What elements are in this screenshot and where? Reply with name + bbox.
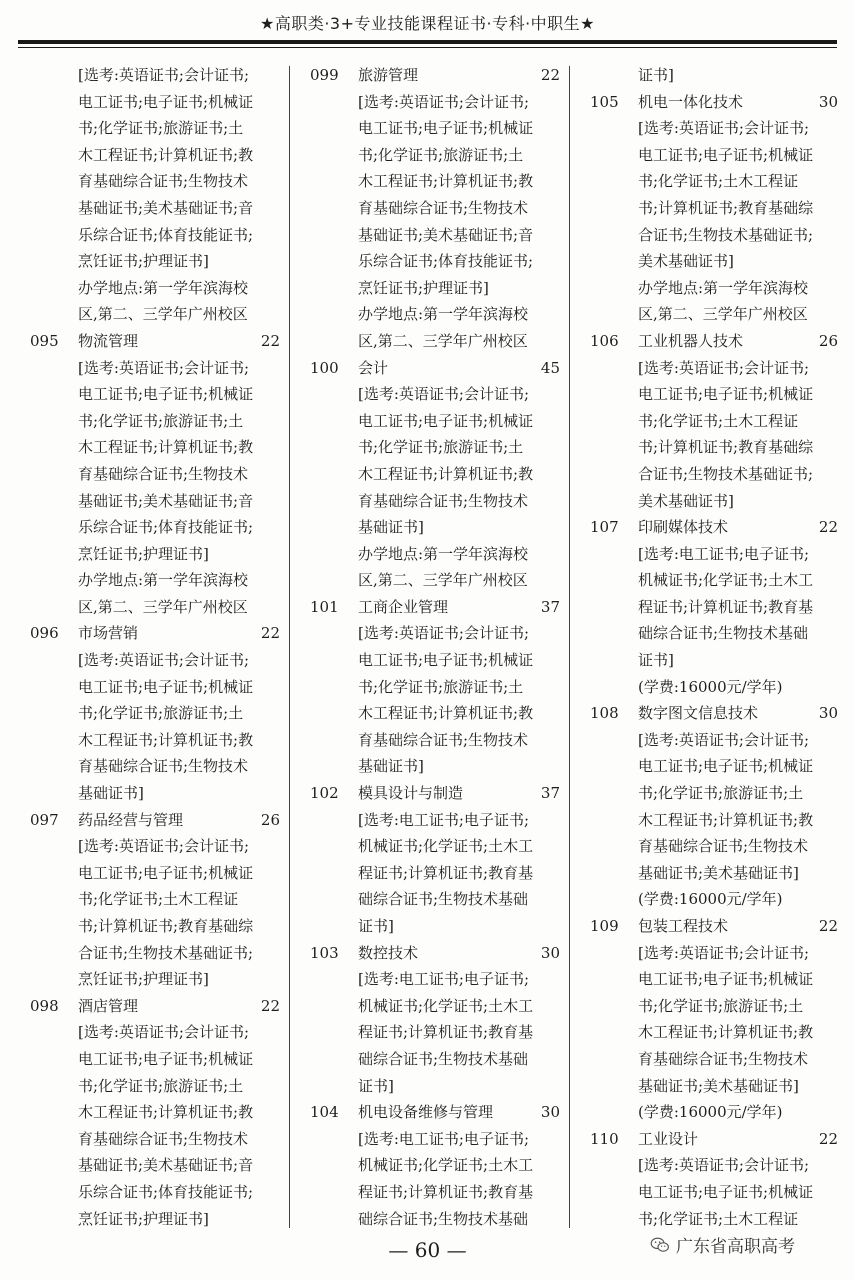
- entry-detail-line: 书;计算机证书;教育基础综: [638, 198, 814, 217]
- major-quota: 22: [818, 518, 838, 537]
- major-entry-header: [310, 780, 562, 807]
- entry-detail-line: 乐综合证书;体育技能证书;: [358, 252, 534, 271]
- entry-detail-line: [选考:电工证书;电子证书;: [358, 810, 530, 829]
- wechat-icon: [650, 1237, 670, 1253]
- major-quota: 30: [540, 943, 560, 962]
- major-entry-header: [590, 514, 840, 541]
- entry-detail-line: 基础证书]: [358, 518, 424, 537]
- entry-detail-line: [选考:英语证书;会计证书;: [638, 1156, 810, 1175]
- header-rule-thick: [18, 40, 837, 44]
- entry-detail-line: 电工证书;电子证书;机械证: [638, 385, 814, 404]
- major-name: 工业设计: [638, 1129, 699, 1148]
- major-entry-header: [30, 807, 282, 834]
- entry-detail-line: (学费:16000元/学年): [638, 677, 783, 696]
- entry-detail-line: 基础证书]: [78, 784, 144, 803]
- major-quota: 22: [260, 624, 280, 643]
- entry-detail-line: 基础证书;美术基础证书]: [638, 863, 799, 882]
- major-code: 102: [310, 784, 339, 803]
- entry-detail-line: 证书]: [358, 917, 394, 935]
- entry-detail-line: 基础证书;美术基础证书;音: [78, 198, 254, 217]
- major-code: 097: [30, 810, 59, 829]
- entry-detail-line: 区,第二、三学年广州校区: [78, 597, 248, 616]
- entry-detail-line: 办学地点:第一学年滨海校: [358, 544, 529, 563]
- entry-detail-line: 电工证书;电子证书;机械证: [358, 411, 534, 430]
- entry-detail-line: [选考:英语证书;会计证书;: [358, 385, 530, 404]
- major-code: 100: [310, 358, 339, 377]
- major-code: 109: [590, 917, 619, 935]
- entry-detail-line: 木工程证书;计算机证书;教: [78, 438, 254, 457]
- entry-detail-line: [选考:电工证书;电子证书;: [638, 544, 810, 563]
- entry-detail-line: 础综合证书;生物技术基础: [638, 624, 809, 643]
- major-quota: 22: [818, 917, 838, 935]
- entry-detail-line: 美术基础证书]: [638, 252, 734, 271]
- major-entry-header: [30, 328, 282, 355]
- column-divider: [289, 66, 290, 1228]
- entry-detail-line: 电工证书;电子证书;机械证: [638, 145, 814, 164]
- entry-detail-line: 合证书;生物技术基础证书;: [638, 225, 814, 244]
- entry-detail-line: 书;化学证书;旅游证书;土: [638, 996, 804, 1015]
- entry-detail-line: 书;化学证书;土木工程证: [638, 411, 799, 430]
- entry-detail-line: 程证书;计算机证书;教育基: [358, 1182, 534, 1201]
- major-code: 096: [30, 624, 59, 643]
- entry-detail-line: 区,第二、三学年广州校区: [358, 571, 528, 590]
- major-name: 旅游管理: [358, 66, 419, 84]
- entry-detail-line: (学费:16000元/学年): [638, 1103, 783, 1122]
- entry-detail-line: 电工证书;电子证书;机械证: [78, 92, 254, 111]
- content-column-right: [590, 62, 840, 1232]
- major-name: 印刷媒体技术: [638, 518, 729, 537]
- entry-detail-line: 烹饪证书;护理证书]: [78, 252, 209, 271]
- entry-detail-line: 书;计算机证书;教育基础综: [638, 438, 814, 457]
- entry-detail-line: [选考:英语证书;会计证书;: [638, 119, 810, 138]
- entry-detail-line: 基础证书;美术基础证书]: [638, 1076, 799, 1095]
- entry-detail-line: 区,第二、三学年广州校区: [638, 305, 808, 324]
- entry-detail-line: 础综合证书;生物技术基础: [358, 1049, 529, 1068]
- major-quota: 37: [540, 597, 560, 616]
- major-quota: 26: [818, 331, 838, 350]
- entry-detail-line: 木工程证书;计算机证书;教: [358, 172, 534, 191]
- entry-detail-line: 证书]: [358, 1076, 394, 1095]
- major-quota: 22: [260, 996, 280, 1015]
- major-name: 工商企业管理: [358, 597, 449, 616]
- entry-detail-line: [选考:英语证书;会计证书;: [358, 624, 530, 643]
- entry-detail-line: [选考:英语证书;会计证书;: [78, 66, 250, 84]
- entry-detail-line: [选考:电工证书;电子证书;: [358, 970, 530, 989]
- entry-detail-line: 书;化学证书;旅游证书;土: [638, 784, 804, 803]
- entry-detail-line: 电工证书;电子证书;机械证: [78, 1049, 254, 1068]
- major-entry-header: [310, 62, 562, 89]
- entry-detail-line: [选考:英语证书;会计证书;: [78, 651, 250, 670]
- major-quota: 22: [818, 1129, 838, 1148]
- major-quota: 22: [540, 66, 560, 84]
- entry-detail-line: 程证书;计算机证书;教育基: [358, 1023, 534, 1042]
- column-divider: [569, 66, 570, 1228]
- major-entry-header: [30, 993, 282, 1020]
- major-name: 工业机器人技术: [638, 331, 744, 350]
- entry-detail-line: 育基础综合证书;生物技术: [358, 730, 529, 749]
- header-rule-thin: [18, 47, 837, 48]
- entry-detail-line: 烹饪证书;护理证书]: [78, 970, 209, 989]
- major-code: 104: [310, 1103, 339, 1122]
- entry-detail-line: 基础证书;美术基础证书;音: [78, 1156, 254, 1175]
- entry-detail-line: 书;化学证书;土木工程证: [638, 172, 799, 191]
- major-name: 酒店管理: [78, 996, 139, 1015]
- major-entry-header: [590, 1126, 840, 1153]
- major-entry-header: [590, 913, 840, 940]
- major-quota: 30: [818, 704, 838, 723]
- entry-detail-line: 美术基础证书]: [638, 491, 734, 510]
- major-code: 098: [30, 996, 59, 1015]
- entry-detail-line: 电工证书;电子证书;机械证: [638, 757, 814, 776]
- entry-detail-line: 电工证书;电子证书;机械证: [78, 863, 254, 882]
- entry-detail-line: 乐综合证书;体育技能证书;: [78, 518, 254, 537]
- entry-detail-line: 育基础综合证书;生物技术: [78, 464, 249, 483]
- major-code: 107: [590, 518, 619, 537]
- entry-detail-line: 书;化学证书;旅游证书;土: [78, 119, 244, 138]
- major-name: 数控技术: [358, 943, 419, 962]
- major-name: 数字图文信息技术: [638, 704, 759, 723]
- entry-detail-line: (学费:16000元/学年): [638, 890, 783, 909]
- entry-detail-line: [选考:英语证书;会计证书;: [638, 730, 810, 749]
- entry-detail-line: 机械证书;化学证书;土木工: [358, 1156, 534, 1175]
- major-code: 099: [310, 66, 339, 84]
- entry-detail-line: 合证书;生物技术基础证书;: [638, 464, 814, 483]
- entry-detail-line: 合证书;生物技术基础证书;: [78, 943, 254, 962]
- entry-detail-line: 木工程证书;计算机证书;教: [78, 145, 254, 164]
- entry-detail-line: 育基础综合证书;生物技术: [638, 1049, 809, 1068]
- major-entry-header: [310, 1099, 562, 1126]
- entry-detail-line: 电工证书;电子证书;机械证: [358, 119, 534, 138]
- entry-detail-line: 证书]: [638, 66, 674, 84]
- major-entry-header: [30, 620, 282, 647]
- entry-detail-line: [选考:英语证书;会计证书;: [638, 358, 810, 377]
- entry-detail-line: 乐综合证书;体育技能证书;: [78, 225, 254, 244]
- entry-detail-line: 电工证书;电子证书;机械证: [638, 970, 814, 989]
- entry-detail-line: 木工程证书;计算机证书;教: [358, 464, 534, 483]
- entry-detail-line: [选考:英语证书;会计证书;: [78, 358, 250, 377]
- major-code: 110: [590, 1129, 619, 1148]
- entry-detail-line: 木工程证书;计算机证书;教: [78, 1103, 254, 1122]
- major-quota: 26: [260, 810, 280, 829]
- major-entry-header: [590, 89, 840, 116]
- entry-detail-line: 机械证书;化学证书;土木工: [358, 996, 534, 1015]
- watermark-text: 广东省高职高考: [676, 1237, 795, 1257]
- entry-detail-line: 育基础综合证书;生物技术: [358, 491, 529, 510]
- major-name: 包装工程技术: [638, 917, 729, 935]
- entry-detail-line: 育基础综合证书;生物技术: [358, 198, 529, 217]
- entry-detail-line: 书;化学证书;旅游证书;土: [358, 677, 524, 696]
- entry-detail-line: 基础证书;美术基础证书;音: [78, 491, 254, 510]
- major-entry-header: [310, 355, 562, 382]
- entry-detail-line: 机械证书;化学证书;土木工: [638, 571, 814, 590]
- entry-detail-line: 烹饪证书;护理证书]: [78, 544, 209, 563]
- major-name: 机电设备维修与管理: [358, 1103, 494, 1122]
- entry-detail-line: 电工证书;电子证书;机械证: [638, 1182, 814, 1201]
- major-code: 105: [590, 92, 619, 111]
- entry-detail-line: 办学地点:第一学年滨海校: [638, 278, 809, 297]
- major-entry-header: [590, 328, 840, 355]
- major-entry-header: [590, 700, 840, 727]
- entry-detail-line: 书;化学证书;土木工程证: [638, 1209, 799, 1228]
- page-number: — 60 —: [388, 1238, 467, 1262]
- major-entry-header: [310, 940, 562, 967]
- entry-detail-line: 程证书;计算机证书;教育基: [358, 863, 534, 882]
- major-name: 物流管理: [78, 331, 139, 350]
- entry-detail-line: 办学地点:第一学年滨海校: [78, 278, 249, 297]
- entry-detail-line: 育基础综合证书;生物技术: [78, 172, 249, 191]
- major-name: 机电一体化技术: [638, 92, 744, 111]
- entry-detail-line: 础综合证书;生物技术基础: [358, 890, 529, 909]
- major-name: 模具设计与制造: [358, 784, 464, 803]
- entry-detail-line: 机械证书;化学证书;土木工: [358, 837, 534, 856]
- major-code: 108: [590, 704, 619, 723]
- major-quota: 30: [818, 92, 838, 111]
- entry-detail-line: 区,第二、三学年广州校区: [358, 331, 528, 350]
- entry-detail-line: 书;化学证书;旅游证书;土: [78, 1076, 244, 1095]
- entry-detail-line: 书;化学证书;土木工程证: [78, 890, 239, 909]
- entry-detail-line: 书;化学证书;旅游证书;土: [78, 411, 244, 430]
- entry-detail-line: 基础证书]: [358, 757, 424, 776]
- entry-detail-line: 书;计算机证书;教育基础综: [78, 917, 254, 935]
- major-quota: 45: [540, 358, 560, 377]
- major-quota: 37: [540, 784, 560, 803]
- major-entry-header: [310, 594, 562, 621]
- entry-detail-line: 程证书;计算机证书;教育基: [638, 597, 814, 616]
- entry-detail-line: 木工程证书;计算机证书;教: [78, 730, 254, 749]
- major-quota: 22: [260, 331, 280, 350]
- entry-detail-line: 办学地点:第一学年滨海校: [358, 305, 529, 324]
- entry-detail-line: 证书]: [638, 651, 674, 670]
- major-code: 103: [310, 943, 339, 962]
- entry-detail-line: 木工程证书;计算机证书;教: [638, 810, 814, 829]
- entry-detail-line: [选考:电工证书;电子证书;: [358, 1129, 530, 1148]
- major-code: 106: [590, 331, 619, 350]
- entry-detail-line: [选考:英语证书;会计证书;: [638, 943, 810, 962]
- entry-detail-line: 育基础综合证书;生物技术: [78, 1129, 249, 1148]
- entry-detail-line: [选考:英语证书;会计证书;: [78, 837, 250, 856]
- major-name: 市场营销: [78, 624, 139, 643]
- entry-detail-line: 电工证书;电子证书;机械证: [358, 651, 534, 670]
- major-name: 药品经营与管理: [78, 810, 184, 829]
- entry-detail-line: 电工证书;电子证书;机械证: [78, 385, 254, 404]
- content-column-middle: [310, 62, 562, 1232]
- entry-detail-line: 烹饪证书;护理证书]: [78, 1209, 209, 1228]
- entry-detail-line: 乐综合证书;体育技能证书;: [78, 1182, 254, 1201]
- entry-detail-line: 育基础综合证书;生物技术: [638, 837, 809, 856]
- major-code: 101: [310, 597, 339, 616]
- entry-detail-line: 基础证书;美术基础证书;音: [358, 225, 534, 244]
- major-quota: 30: [540, 1103, 560, 1122]
- major-name: 会计: [358, 358, 389, 377]
- entry-detail-line: 书;化学证书;旅游证书;土: [78, 704, 244, 723]
- content-column-left: [30, 62, 282, 1232]
- entry-detail-line: 木工程证书;计算机证书;教: [358, 704, 534, 723]
- entry-detail-line: 础综合证书;生物技术基础: [358, 1209, 529, 1228]
- entry-detail-line: 电工证书;电子证书;机械证: [78, 677, 254, 696]
- entry-detail-line: 烹饪证书;护理证书]: [358, 278, 489, 297]
- entry-detail-line: 育基础综合证书;生物技术: [78, 757, 249, 776]
- major-code: 095: [30, 331, 59, 350]
- entry-detail-line: 书;化学证书;旅游证书;土: [358, 145, 524, 164]
- entry-detail-line: 办学地点:第一学年滨海校: [78, 571, 249, 590]
- entry-detail-line: [选考:英语证书;会计证书;: [358, 92, 530, 111]
- page-header-title: ★高职类·3+专业技能课程证书·专科·中职生★: [259, 14, 596, 33]
- entry-detail-line: 书;化学证书;旅游证书;土: [358, 438, 524, 457]
- entry-detail-line: 区,第二、三学年广州校区: [78, 305, 248, 324]
- watermark: [650, 1232, 795, 1257]
- entry-detail-line: [选考:英语证书;会计证书;: [78, 1023, 250, 1042]
- entry-detail-line: 木工程证书;计算机证书;教: [638, 1023, 814, 1042]
